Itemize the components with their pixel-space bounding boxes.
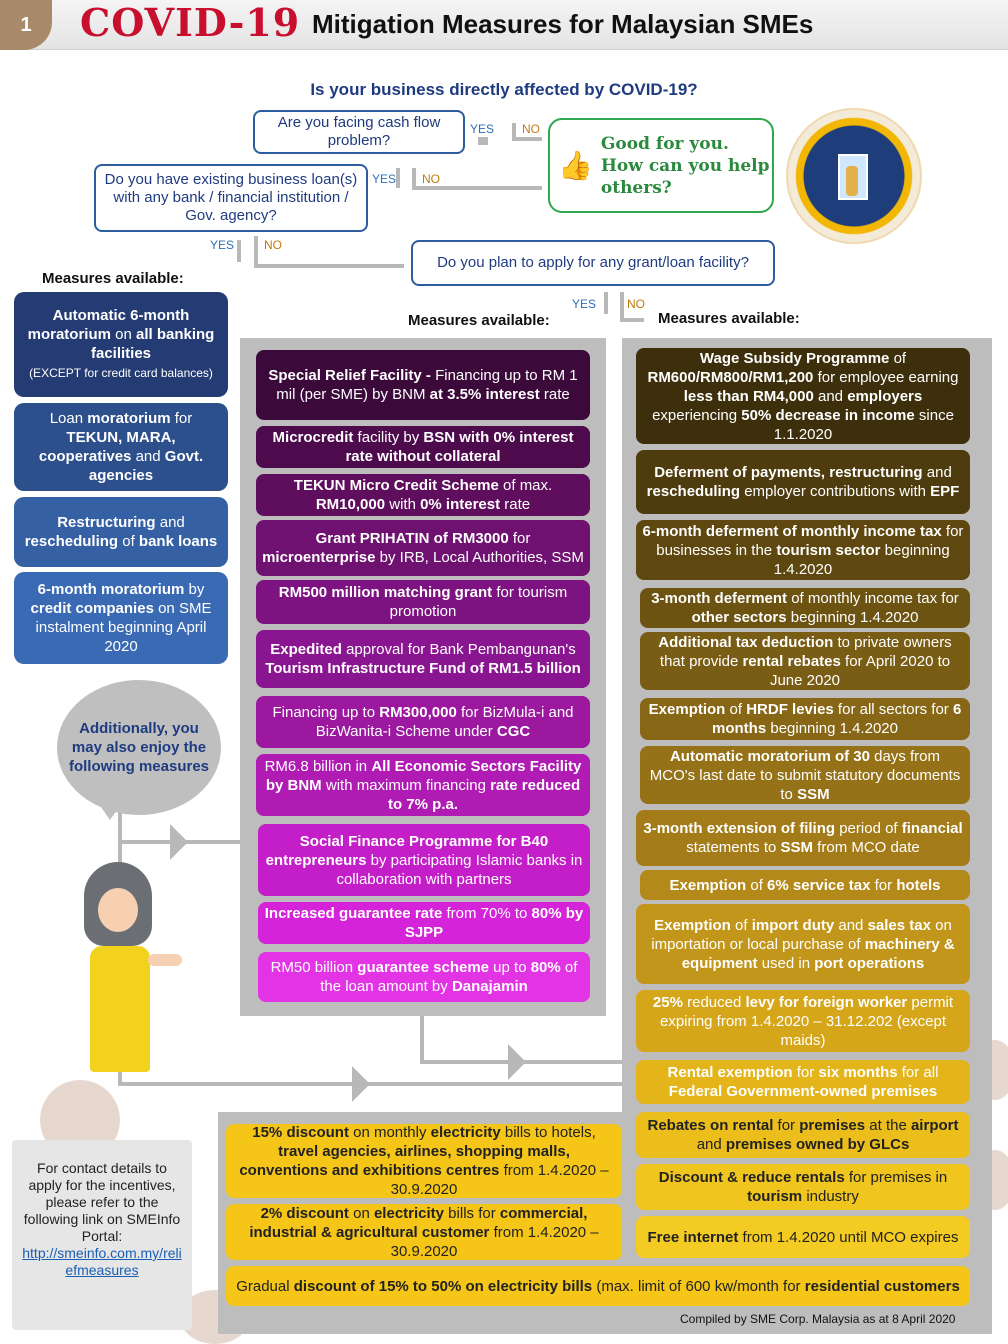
- right-measure-card: Deferment of payments, restructuring and rescheduling employer contributions with EPF: [636, 450, 970, 514]
- thumbs-up-icon: 👍: [558, 150, 593, 181]
- connector: [512, 137, 542, 141]
- connector: [620, 318, 644, 322]
- right-measure-card: Free internet from 1.4.2020 until MCO expires: [636, 1216, 970, 1258]
- mid-measure-card: RM6.8 billion in All Economic Sectors Facility by BNM with maximum financing rate reduced to 7% p.a.: [256, 754, 590, 816]
- no-label: NO: [627, 297, 645, 311]
- arrow-icon: [508, 1044, 526, 1080]
- page-title: Mitigation Measures for Malaysian SMEs: [312, 9, 814, 39]
- question-grant-loan: Do you plan to apply for any grant/loan facility?: [411, 240, 775, 286]
- yes-label: YES: [372, 172, 397, 186]
- yes-label: YES: [572, 297, 597, 311]
- left-measure-card: 6-month moratorium by credit companies on SME instalment beginning April 2020: [14, 572, 228, 664]
- yes-label: YES: [470, 122, 495, 136]
- connector: [412, 186, 542, 190]
- additional-measures-bubble: Additionally, you may also enjoy the following measures: [57, 680, 221, 815]
- arrow-icon: [352, 1066, 370, 1102]
- mid-measure-card: Social Finance Programme for B40 entrepreneurs by participating Islamic banks in collaboration with partners: [258, 824, 590, 896]
- right-measure-card: Rental exemption for six months for all Federal Government-owned premises: [636, 1060, 970, 1104]
- connector: [420, 1016, 424, 1062]
- no-label: NO: [422, 172, 440, 186]
- right-measure-card: 3-month extension of filing period of financial statements to SSM from MCO date: [636, 810, 970, 866]
- right-measure-card: Exemption of import duty and sales tax on importation or local purchase of machinery & equipment used in port operations: [636, 904, 970, 984]
- connector: [412, 168, 416, 188]
- question-existing-loan: Do you have existing business loan(s) with any bank / financial institution / Gov. agency?: [94, 164, 368, 232]
- measures-label-left: Measures available:: [42, 270, 184, 287]
- right-measure-card: Exemption of 6% service tax for hotels: [640, 870, 970, 900]
- contact-text: For contact details to apply for the incentives, please refer to the following link on SMEInfo Portal:: [23, 1160, 181, 1244]
- arrow-icon: [170, 824, 188, 860]
- connector: [620, 292, 624, 320]
- mid-measure-card: RM50 billion guarantee scheme up to 80% of the loan amount by Danajamin: [258, 952, 590, 1002]
- good-for-you-box: [548, 118, 774, 213]
- connector: [254, 236, 258, 266]
- right-measure-card: 6-month deferment of monthly income tax for businesses in the tourism sector beginning 1.4.2020: [636, 520, 970, 580]
- right-measure-card: Rebates on rental for premises at the airport and premises owned by GLCs: [636, 1112, 970, 1158]
- connector: [396, 168, 400, 188]
- page-number: 1: [0, 0, 52, 50]
- measures-label-mid: Measures available:: [408, 312, 550, 329]
- connector: [604, 292, 608, 314]
- no-label: NO: [264, 238, 282, 252]
- contact-box: [12, 1140, 192, 1330]
- left-measure-card: Restructuring and rescheduling of bank loans: [14, 497, 228, 567]
- question-cash-flow: Are you facing cash flow problem?: [253, 110, 465, 154]
- right-measure-card: 3-month deferment of monthly income tax for other sectors beginning 1.4.2020: [640, 588, 970, 628]
- right-measure-card: Exemption of HRDF levies for all sectors for 6 months beginning 1.4.2020: [640, 698, 970, 740]
- measures-label-right: Measures available:: [658, 310, 800, 327]
- right-measure-card: Discount & reduce rentals for premises in tourism industry: [636, 1164, 970, 1210]
- mid-measure-card: RM500 million matching grant for tourism promotion: [256, 580, 590, 624]
- mid-measure-card: Microcredit facility by BSN with 0% interest rate without collateral: [256, 426, 590, 468]
- main-question: Is your business directly affected by COVID-19?: [310, 80, 698, 99]
- connector: [478, 137, 488, 145]
- mid-measure-card: Increased guarantee rate from 70% to 80% by SJPP: [258, 902, 590, 944]
- covid-title: COVID-19: [80, 0, 301, 45]
- good-for-you-text: Good for you. How can you help others?: [600, 133, 770, 198]
- connector: [254, 264, 404, 268]
- bottom-measure-card: 15% discount on monthly electricity bills to hotels, travel agencies, airlines, shopping malls, conventions and exhibitions centres from 1.4.2020 – 30.9.2020: [226, 1124, 622, 1198]
- relief-measures-link[interactable]: http://smeinfo.com.my/reliefmeasures: [22, 1245, 182, 1278]
- bottom-measure-card: 2% discount on electricity bills for commercial, industrial & agricultural customer from 1.4.2020 – 30.9.2020: [226, 1204, 622, 1260]
- yes-label: YES: [210, 238, 235, 252]
- mid-measure-card: Grant PRIHATIN of RM3000 for microenterprise by IRB, Local Authorities, SSM: [256, 520, 590, 576]
- bottom-measure-card: Gradual discount of 15% to 50% on electricity bills (max. limit of 600 kw/month for residential customers: [226, 1266, 970, 1306]
- footer-credit: Compiled by SME Corp. Malaysia as at 8 April 2020: [680, 1312, 956, 1326]
- mid-measure-card: Special Relief Facility - Financing up to RM 1 mil (per SME) by BNM at 3.5% interest rate: [256, 350, 590, 420]
- left-measure-card: Loan moratorium for TEKUN, MARA, cooperatives and Govt. agencies: [14, 403, 228, 491]
- left-measure-card: Automatic 6-month moratorium on all banking facilities (EXCEPT for credit card balances): [14, 292, 228, 397]
- right-measure-card: Automatic moratorium of 30 days from MCO's last date to submit statutory documents to SSM: [640, 746, 970, 804]
- mid-measure-card: TEKUN Micro Credit Scheme of max. RM10,000 with 0% interest rate: [256, 474, 590, 516]
- right-measure-card: 25% reduced levy for foreign worker permit expiring from 1.4.2020 – 31.12.202 (except maids): [636, 990, 970, 1052]
- mid-measure-card: Financing up to RM300,000 for BizMula-i and BizWanita-i Scheme under CGC: [256, 696, 590, 748]
- connector: [237, 240, 241, 262]
- door-illustration: [786, 108, 922, 244]
- bubble-tail: [96, 800, 124, 820]
- mid-measure-card: Expedited approval for Bank Pembangunan's Tourism Infrastructure Fund of RM1.5 billion: [256, 630, 590, 688]
- hijab-girl-illustration: [62, 862, 182, 1074]
- right-measure-card: Wage Subsidy Programme of RM600/RM800/RM1,200 for employee earning less than RM4,000 and employers experiencing 50% decrease in income since 1.1.2020: [636, 348, 970, 444]
- connector: [118, 1082, 622, 1086]
- right-measure-card: Additional tax deduction to private owners that provide rental rebates for April 2020 to June 2020: [640, 632, 970, 690]
- no-label: NO: [522, 122, 540, 136]
